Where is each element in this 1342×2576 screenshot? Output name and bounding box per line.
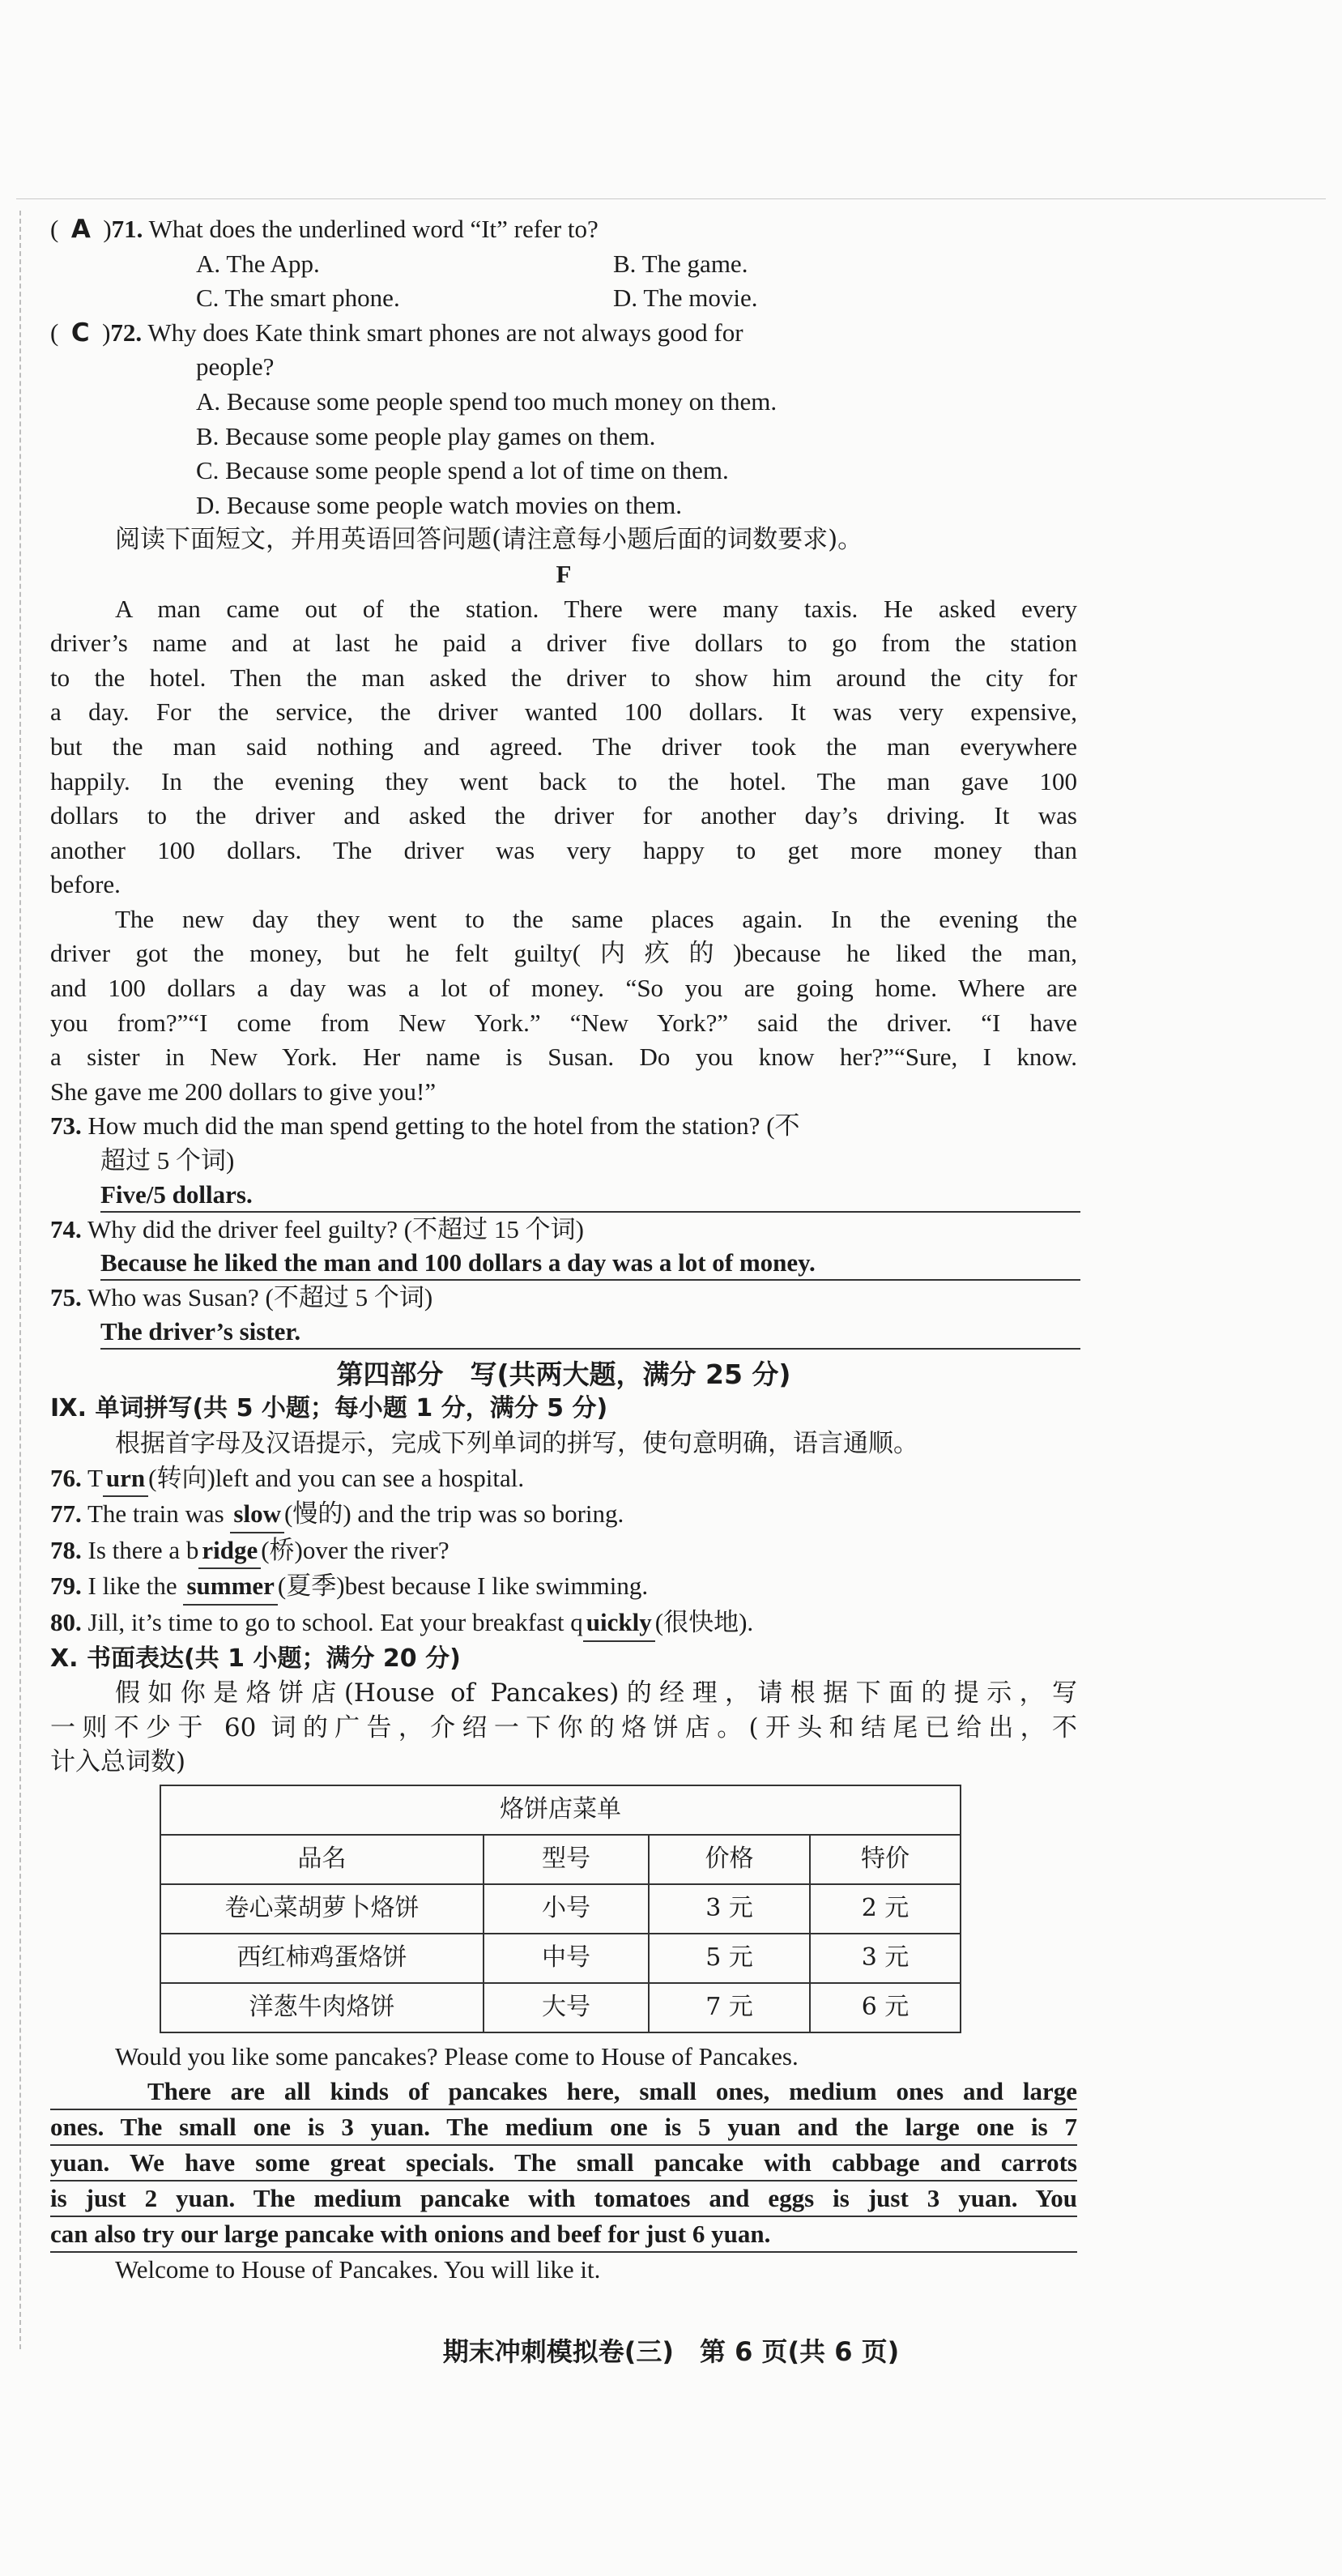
option-a: A. The App. [196, 249, 320, 278]
item-number: 79. [50, 1572, 82, 1601]
item-text: (夏季)best because I like swimming. [277, 1572, 649, 1601]
blank-answer: ridge [198, 1533, 261, 1570]
item-78 [50, 1533, 1077, 1570]
item-text: T [87, 1463, 103, 1492]
option-c: C. Because some people spend a lot of time on them. [196, 456, 729, 485]
table-row [160, 1934, 961, 1983]
passage-line: dollars to the driver and asked the driver for another day’s driving. It was [50, 801, 1077, 830]
question-number: 74. [50, 1214, 82, 1243]
item-number: 78. [50, 1535, 82, 1564]
passage-line: but the man said nothing and agreed. The driver took the man everywhere [50, 731, 1077, 761]
answer-73: Five/5 dollars. [100, 1179, 1080, 1213]
question-number: 72. [110, 318, 143, 347]
item-text: (很快地). [654, 1607, 754, 1636]
item-text: Jill, it’s time to go to school. Eat your breakfast q [87, 1607, 583, 1636]
passage-line: a sister in New York. Her name is Susan. Do you know her?”“Sure, I know. [50, 1043, 1077, 1072]
top-rule [16, 198, 1326, 199]
passage-title: F [556, 559, 572, 588]
essay-line: is just 2 yuan. The medium pancake with tomatoes and eggs is just 3 yuan. You [50, 2181, 1077, 2217]
question-stem-cont: people? [196, 352, 275, 382]
passage-line: to the hotel. Then the man asked the driver to show him around the city for [50, 663, 1077, 692]
blank-answer: summer [183, 1569, 277, 1606]
table-cell: 7 元 [649, 1983, 810, 2032]
table-cell: 小号 [484, 1884, 649, 1934]
table-cell: 6 元 [810, 1983, 961, 2032]
item-text: (慢的) and the trip was so boring. [284, 1499, 624, 1529]
passage-line: driver’s name and at last he paid a driver five dollars to go from the station [50, 629, 1077, 658]
passage-line: She gave me 200 dollars to give you!” [50, 1077, 437, 1106]
blank-answer: slow [230, 1497, 284, 1533]
options-row [50, 247, 1077, 282]
question-73 [50, 1109, 1077, 1144]
table-cell: 2 元 [810, 1884, 961, 1934]
passage-line: before. [50, 870, 121, 899]
section9-instruction: 根据首字母及汉语提示，完成下列单词的拼写，使句意明确，语言通顺。 [115, 1429, 918, 1458]
item-number: 76. [50, 1463, 82, 1492]
table-cell: 洋葱牛肉烙饼 [160, 1983, 484, 2032]
section10-prompt: 计入总词数) [50, 1747, 186, 1777]
passage-line: The new day they went to the same places again. In the evening the [115, 904, 1077, 933]
item-text: (桥)over the river? [261, 1535, 449, 1564]
table-cell: 大号 [484, 1983, 649, 2032]
essay-closing: Welcome to House of Pancakes. You will like it. [115, 2254, 601, 2284]
column-header: 品名 [160, 1835, 484, 1884]
option-b: B. Because some people play games on them. [196, 421, 656, 450]
item-76 [50, 1461, 1077, 1498]
item-79 [50, 1569, 1077, 1606]
item-number: 77. [50, 1499, 82, 1529]
passage-line: you from?”“I come from New York.” “New York?” said the driver. “I have [50, 1008, 1077, 1037]
section10-title: Ⅹ. 书面表达(共 1 小题；满分 20 分) [50, 1644, 461, 1673]
passage-line: A man came out of the station. There were many taxis. He asked every [115, 594, 1077, 623]
essay-line: There are all kinds of pancakes here, small ones, medium ones and large [50, 2075, 1077, 2110]
question-stem: How much did the man spend getting to the hotel from the station? (不 [87, 1111, 800, 1141]
answer-74: Because he liked the man and 100 dollars a day was a lot of money. [100, 1247, 1080, 1281]
column-header: 价格 [649, 1835, 810, 1884]
passage-line: driver got the money, but he felt guilty(内疚的)because he liked the man, [50, 939, 1077, 968]
question-75 [50, 1281, 1077, 1316]
options-row [50, 281, 1077, 316]
option-d: D. The movie. [613, 284, 758, 313]
table-row [160, 1884, 961, 1934]
table-cell: 3 元 [810, 1934, 961, 1983]
table-header-row [160, 1835, 961, 1884]
item-77 [50, 1497, 1077, 1533]
item-text: (转向)left and you can see a hospital. [148, 1463, 525, 1492]
question-stem: Why did the driver feel guilty? (不超过 15 个词) [87, 1214, 584, 1243]
answer-72: C [70, 318, 90, 348]
essay-line: can also try our large pancake with onions and beef for just 6 yuan. [50, 2217, 1077, 2253]
question-stem: Why does Kate think smart phones are not always good for [147, 318, 743, 347]
blank-answer: uickly [583, 1606, 655, 1642]
section10-prompt: 一则不少于 60 词的广告，介绍一下你的烙饼店。(开头和结尾已给出，不 [50, 1712, 1077, 1742]
item-text: The train was [87, 1499, 231, 1529]
essay-opening: Would you like some pancakes? Please come to House of Pancakes. [115, 2041, 799, 2071]
section10-prompt: 假如你是烙饼店(House of Pancakes)的经理，请根据下面的提示，写 [115, 1678, 1077, 1708]
question-number: 75. [50, 1283, 82, 1312]
menu-title: 烙饼店菜单 [160, 1785, 961, 1835]
option-d: D. Because some people watch movies on them. [196, 490, 683, 519]
option-a: A. Because some people spend too much money on them. [196, 386, 778, 416]
page-content [50, 212, 1077, 2287]
essay-body [50, 2075, 1077, 2253]
option-b: B. The game. [613, 249, 748, 278]
table-row [160, 1983, 961, 2032]
passage-f [50, 592, 1077, 1110]
question-72: ( C )72. Why does Kate think smart phones are not always good for [50, 318, 743, 348]
instruction-f: 阅读下面短文，并用英语回答问题(请注意每小题后面的词数要求)。 [115, 525, 863, 555]
page-footer: 期末冲刺模拟卷(三) 第 6 页(共 6 页) [442, 2336, 900, 2367]
answer-71: A [70, 215, 91, 244]
part4-heading: 第四部分 写(共两大题，满分 25 分) [336, 1358, 791, 1390]
question-stem-cont: 超过 5 个词) [100, 1146, 235, 1175]
item-number: 80. [50, 1607, 82, 1636]
passage-line: a day. For the service, the driver wanted 100 dollars. It was very expensive, [50, 697, 1077, 727]
table-cell: 中号 [484, 1934, 649, 1983]
table-cell: 西红柿鸡蛋烙饼 [160, 1934, 484, 1983]
option-c: C. The smart phone. [196, 284, 400, 313]
column-header: 特价 [810, 1835, 961, 1884]
essay-line: ones. The small one is 3 yuan. The medium one is 5 yuan and the large one is 7 [50, 2110, 1077, 2146]
item-text: Is there a b [87, 1535, 199, 1564]
question-number: 73. [50, 1111, 82, 1141]
item-80 [50, 1606, 1077, 1642]
passage-line: another 100 dollars. The driver was very happy to get more money than [50, 835, 1077, 864]
passage-line: happily. In the evening they went back to the hotel. The man gave 100 [50, 766, 1077, 795]
question-stem: Who was Susan? (不超过 5 个词) [87, 1283, 433, 1312]
item-text: I like the [87, 1572, 184, 1601]
table-cell: 5 元 [649, 1934, 810, 1983]
section9-title: Ⅸ. 单词拼写(共 5 小题；每小题 1 分，满分 5 分) [50, 1394, 608, 1423]
column-header: 型号 [484, 1835, 649, 1884]
blank-answer: urn [103, 1461, 148, 1498]
passage-line: and 100 dollars a day was a lot of money. “So you are going home. Where are [50, 974, 1077, 1003]
question-74 [50, 1213, 1077, 1247]
answer-75: The driver’s sister. [100, 1316, 1080, 1350]
question-number: 71. [111, 215, 143, 243]
essay-line: yuan. We have some great specials. The small pancake with cabbage and carrots [50, 2146, 1077, 2181]
menu-table [160, 1785, 961, 2033]
question-71: ( A )71. What does the underlined word “It” refer to? [50, 215, 599, 244]
table-cell: 3 元 [649, 1884, 810, 1934]
question-stem: What does the underlined word “It” refer to? [148, 215, 599, 243]
table-cell: 卷心菜胡萝卜烙饼 [160, 1884, 484, 1934]
binding-margin-line [19, 211, 21, 2349]
